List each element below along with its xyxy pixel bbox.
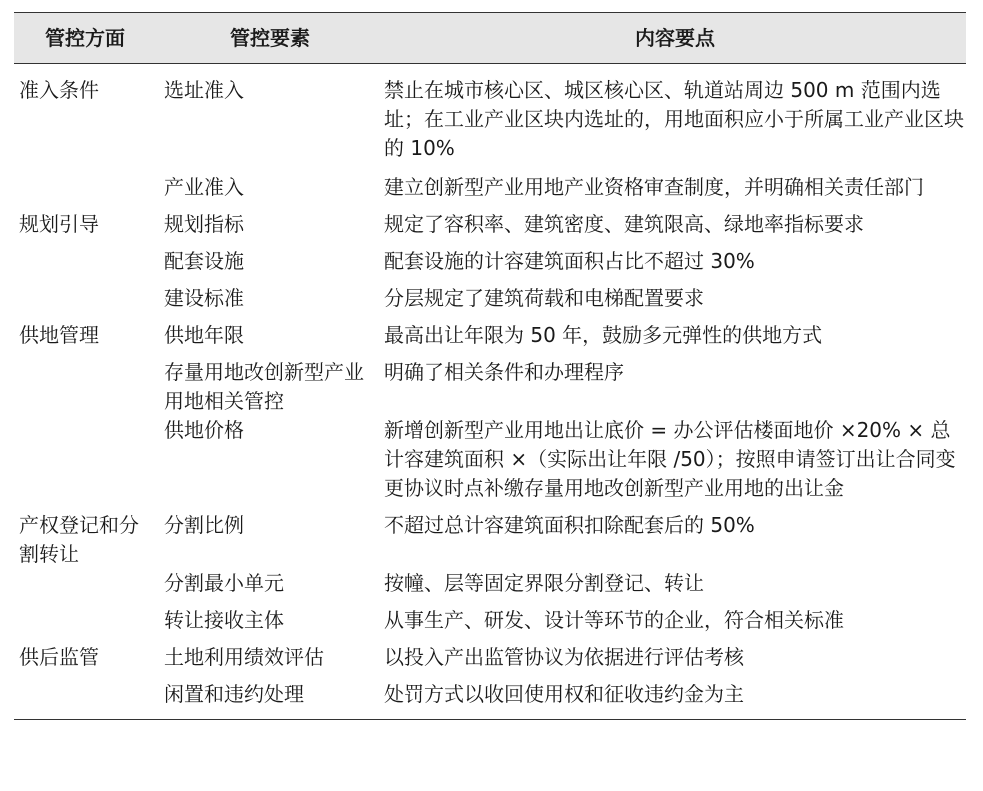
element-cell: 供地价格	[164, 418, 244, 442]
header-element: 管控要素	[156, 13, 384, 64]
element-cell: 土地利用绩效评估	[164, 645, 324, 669]
aspect-cell	[14, 416, 156, 511]
table-row	[14, 643, 966, 680]
content-cell: 不超过总计容建筑面积扣除配套后的 50%	[384, 513, 755, 537]
table-row	[14, 64, 966, 174]
aspect-cell	[14, 569, 156, 606]
element-cell: 产业准入	[164, 175, 244, 199]
policy-table-container	[14, 12, 966, 720]
element-cell: 供地年限	[164, 323, 244, 347]
table-row	[14, 606, 966, 643]
table-row	[14, 173, 966, 210]
aspect-cell	[14, 284, 156, 321]
content-cell: 禁止在城市核心区、城区核心区、轨道站周边 500 m 范围内选址；在工业产业区块内选址的，用地面积应小于所属工业产业区块的 10%	[384, 78, 964, 160]
aspect-cell	[14, 680, 156, 720]
header-row	[14, 13, 966, 64]
content-cell: 处罚方式以收回使用权和征收违约金为主	[384, 682, 744, 706]
aspect-cell: 规划引导	[19, 212, 99, 236]
table-row	[14, 511, 966, 569]
policy-table	[14, 12, 966, 720]
element-cell: 选址准入	[164, 78, 244, 102]
content-cell: 从事生产、研发、设计等环节的企业，符合相关标准	[384, 608, 844, 632]
content-cell: 建立创新型产业用地产业资格审查制度，并明确相关责任部门	[384, 175, 924, 199]
element-cell: 规划指标	[164, 212, 244, 236]
header-content: 内容要点	[384, 13, 966, 64]
table-row	[14, 358, 966, 416]
aspect-cell: 产权登记和分割转让	[19, 513, 139, 566]
table-row	[14, 321, 966, 358]
content-cell: 以投入产出监管协议为依据进行评估考核	[384, 645, 744, 669]
table-row	[14, 284, 966, 321]
aspect-cell	[14, 606, 156, 643]
element-cell: 分割最小单元	[164, 571, 284, 595]
table-row	[14, 416, 966, 511]
content-cell: 明确了相关条件和办理程序	[384, 360, 624, 384]
table-row	[14, 680, 966, 720]
aspect-cell: 供地管理	[19, 323, 99, 347]
table-row	[14, 210, 966, 247]
aspect-cell	[14, 358, 156, 416]
element-cell: 闲置和违约处理	[164, 682, 304, 706]
aspect-cell: 供后监管	[19, 645, 99, 669]
element-cell: 建设标准	[164, 286, 244, 310]
content-cell: 规定了容积率、建筑密度、建筑限高、绿地率指标要求	[384, 212, 864, 236]
aspect-cell	[14, 173, 156, 210]
table-body	[14, 64, 966, 720]
content-cell: 配套设施的计容建筑面积占比不超过 30%	[384, 249, 755, 273]
content-cell: 分层规定了建筑荷载和电梯配置要求	[384, 286, 704, 310]
content-cell: 新增创新型产业用地出让底价 = 办公评估楼面地价 ×20% × 总计容建筑面积 ×（实际出让年限 /50）；按照申请签订出让合同变更协议时点补缴存量用地改创新型产业用地的出让金	[384, 418, 956, 500]
aspect-cell: 准入条件	[19, 78, 99, 102]
element-cell: 分割比例	[164, 513, 244, 537]
table-header	[14, 13, 966, 64]
header-aspect: 管控方面	[14, 13, 156, 64]
table-row	[14, 247, 966, 284]
content-cell: 最高出让年限为 50 年，鼓励多元弹性的供地方式	[384, 323, 823, 347]
content-cell: 按幢、层等固定界限分割登记、转让	[384, 571, 704, 595]
table-row	[14, 569, 966, 606]
element-cell: 转让接收主体	[164, 608, 284, 632]
element-cell: 配套设施	[164, 249, 244, 273]
element-cell: 存量用地改创新型产业用地相关管控	[164, 360, 364, 413]
aspect-cell	[14, 247, 156, 284]
